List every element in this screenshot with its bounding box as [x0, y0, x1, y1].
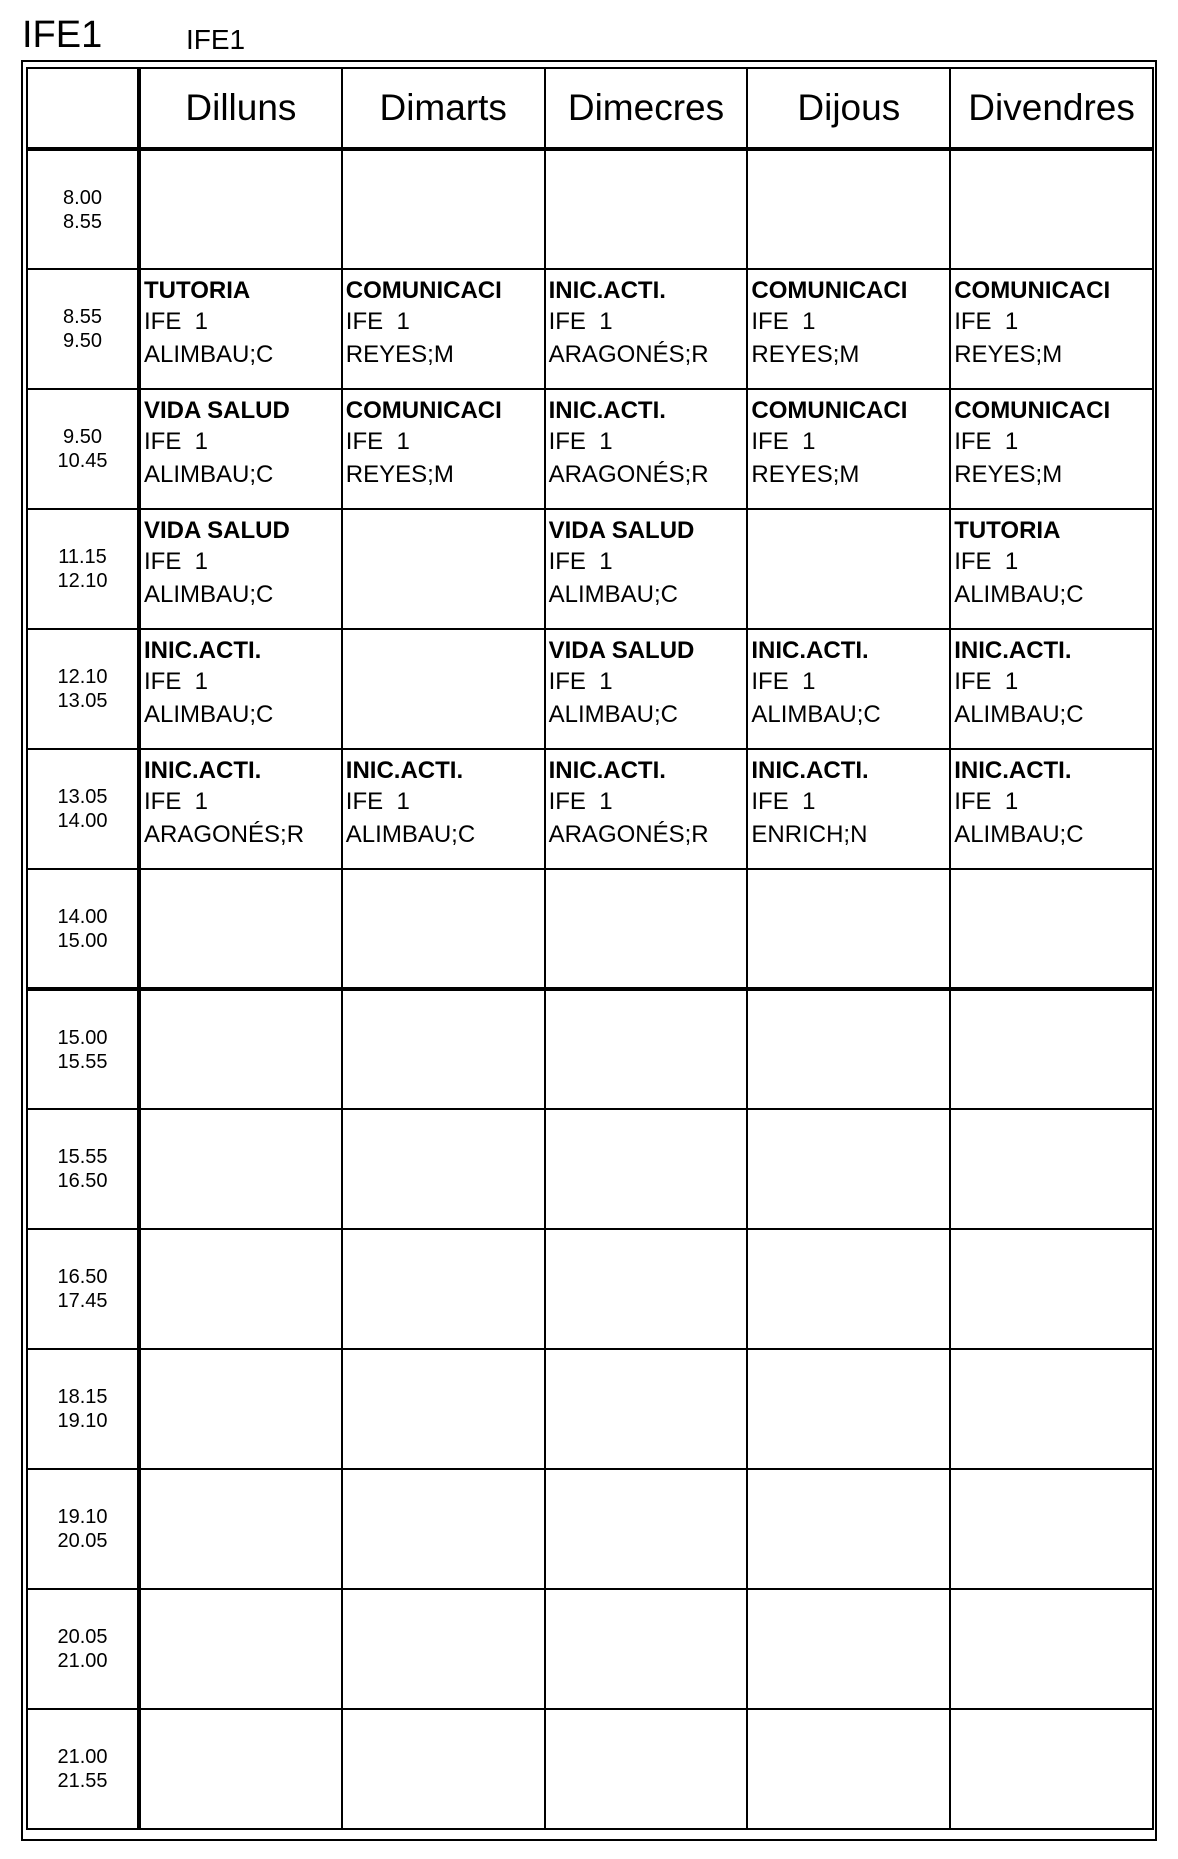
- day-header: Divendres: [950, 68, 1153, 149]
- empty-cell: [342, 1469, 545, 1589]
- class-cell: [950, 389, 1153, 509]
- subject-name: COMUNICACI: [345, 277, 502, 304]
- group-label: IFE 1: [751, 308, 816, 335]
- group-label: IFE 1: [144, 788, 209, 815]
- subject-name: COMUNICACI: [954, 397, 1111, 424]
- time-slot-row: [27, 389, 1153, 509]
- time-cell: [27, 149, 139, 269]
- group-label: IFE 1: [345, 308, 410, 335]
- group-label: IFE 1: [954, 788, 1019, 815]
- time-slot-row: [27, 269, 1153, 389]
- empty-cell: [545, 149, 748, 269]
- time-slot-row: [27, 149, 1153, 269]
- empty-cell: [342, 1349, 545, 1469]
- empty-cell: [139, 149, 342, 269]
- day-header: Dijous: [747, 68, 950, 149]
- empty-cell: [747, 1349, 950, 1469]
- empty-cell: [139, 1109, 342, 1229]
- group-label: IFE 1: [954, 308, 1019, 335]
- empty-cell: [545, 1109, 748, 1229]
- slot-start-time: 12.10: [57, 666, 108, 688]
- slot-end-time: 9.50: [63, 330, 102, 352]
- empty-cell: [747, 1229, 950, 1349]
- slot-start-time: 20.05: [57, 1626, 108, 1648]
- teacher-name: ALIMBAU;C: [144, 581, 274, 608]
- empty-cell: [545, 1709, 748, 1829]
- slot-start-time: 8.00: [63, 186, 102, 209]
- empty-cell: [342, 869, 545, 989]
- class-cell: [342, 749, 545, 869]
- group-label: IFE 1: [144, 308, 209, 335]
- empty-cell: [950, 1229, 1153, 1349]
- slot-end-time: 19.10: [57, 1410, 108, 1432]
- teacher-name: ALIMBAU;C: [954, 701, 1084, 728]
- class-cell: [139, 509, 342, 629]
- teacher-name: ALIMBAU;C: [548, 701, 678, 728]
- corner-cell: [27, 68, 139, 149]
- empty-cell: [950, 1589, 1153, 1709]
- empty-cell: [545, 1229, 748, 1349]
- class-cell: [950, 509, 1153, 629]
- teacher-name: ENRICH;N: [751, 821, 868, 848]
- time-cell: [27, 1709, 139, 1829]
- slot-end-time: 8.55: [63, 210, 102, 233]
- teacher-name: ARAGONÉS;R: [548, 461, 709, 488]
- empty-cell: [139, 1229, 342, 1349]
- slot-end-time: 13.05: [57, 690, 108, 712]
- empty-cell: [950, 989, 1153, 1109]
- empty-cell: [342, 149, 545, 269]
- slot-end-time: 14.00: [57, 810, 108, 832]
- class-cell: [950, 269, 1153, 389]
- subject-name: INIC.ACTI.: [954, 757, 1072, 784]
- time-slot-row: [27, 1589, 1153, 1709]
- slot-start-time: 16.50: [57, 1266, 108, 1288]
- time-cell: [27, 269, 139, 389]
- empty-cell: [545, 1589, 748, 1709]
- class-cell: [747, 749, 950, 869]
- empty-cell: [545, 989, 748, 1109]
- empty-cell: [139, 1709, 342, 1829]
- subject-name: INIC.ACTI.: [548, 397, 666, 424]
- teacher-name: ALIMBAU;C: [548, 581, 678, 608]
- class-cell: [545, 389, 748, 509]
- time-cell: [27, 1589, 139, 1709]
- slot-end-time: 17.45: [57, 1290, 108, 1312]
- time-slot-row: [27, 1229, 1153, 1349]
- empty-cell: [747, 509, 950, 629]
- empty-cell: [342, 989, 545, 1109]
- empty-cell: [747, 989, 950, 1109]
- teacher-name: ARAGONÉS;R: [144, 821, 305, 848]
- timetable: [26, 67, 1154, 1830]
- class-cell: [747, 389, 950, 509]
- time-slot-row: [27, 1109, 1153, 1229]
- slot-start-time: 8.55: [63, 306, 102, 328]
- slot-start-time: 13.05: [57, 786, 108, 808]
- subject-name: TUTORIA: [954, 517, 1061, 544]
- group-label: IFE 1: [548, 428, 613, 455]
- subject-name: VIDA SALUD: [548, 517, 695, 544]
- time-slot-row: [27, 869, 1153, 989]
- time-cell: [27, 509, 139, 629]
- empty-cell: [545, 1349, 748, 1469]
- time-slot-row: [27, 989, 1153, 1109]
- class-cell: [545, 509, 748, 629]
- subject-name: INIC.ACTI.: [954, 637, 1072, 664]
- teacher-name: ALIMBAU;C: [144, 341, 274, 368]
- slot-end-time: 15.55: [57, 1050, 108, 1073]
- teacher-name: ALIMBAU;C: [954, 821, 1084, 848]
- page-title: IFE1: [22, 14, 103, 56]
- empty-cell: [342, 509, 545, 629]
- empty-cell: [545, 1469, 748, 1589]
- group-label: IFE 1: [954, 428, 1019, 455]
- teacher-name: REYES;M: [345, 461, 454, 488]
- subject-name: INIC.ACTI.: [751, 637, 869, 664]
- class-cell: [139, 749, 342, 869]
- slot-start-time: 19.10: [57, 1506, 108, 1528]
- empty-cell: [950, 1709, 1153, 1829]
- time-cell: [27, 989, 139, 1109]
- class-cell: [139, 389, 342, 509]
- class-cell: [545, 629, 748, 749]
- teacher-name: REYES;M: [954, 341, 1063, 368]
- group-label: IFE 1: [144, 668, 209, 695]
- time-slot-row: [27, 1349, 1153, 1469]
- group-label: IFE 1: [548, 668, 613, 695]
- subject-name: VIDA SALUD: [548, 637, 695, 664]
- group-subtitle: IFE1: [186, 24, 246, 55]
- subject-name: COMUNICACI: [954, 277, 1111, 304]
- empty-cell: [342, 1709, 545, 1829]
- slot-start-time: 11.15: [58, 546, 107, 568]
- subject-name: INIC.ACTI.: [548, 757, 666, 784]
- empty-cell: [139, 1589, 342, 1709]
- teacher-name: REYES;M: [751, 341, 860, 368]
- subject-name: VIDA SALUD: [144, 517, 290, 544]
- class-cell: [545, 749, 748, 869]
- group-label: IFE 1: [954, 548, 1019, 575]
- empty-cell: [139, 1469, 342, 1589]
- group-label: IFE 1: [548, 548, 613, 575]
- teacher-name: ALIMBAU;C: [144, 461, 274, 488]
- time-slot-row: [27, 509, 1153, 629]
- subject-name: INIC.ACTI.: [751, 757, 869, 784]
- subject-name: COMUNICACI: [751, 277, 908, 304]
- subject-name: INIC.ACTI.: [144, 757, 262, 784]
- day-header: Dilluns: [139, 68, 342, 149]
- group-label: IFE 1: [548, 308, 613, 335]
- teacher-name: REYES;M: [751, 461, 860, 488]
- time-cell: [27, 749, 139, 869]
- time-cell: [27, 869, 139, 989]
- class-cell: [950, 629, 1153, 749]
- time-slot-row: [27, 629, 1153, 749]
- empty-cell: [342, 1229, 545, 1349]
- slot-end-time: 12.10: [57, 570, 108, 592]
- empty-cell: [950, 1469, 1153, 1589]
- time-cell: [27, 1109, 139, 1229]
- teacher-name: ALIMBAU;C: [751, 701, 881, 728]
- group-label: IFE 1: [751, 428, 816, 455]
- empty-cell: [139, 1349, 342, 1469]
- class-cell: [545, 269, 748, 389]
- slot-end-time: 16.50: [57, 1170, 108, 1192]
- group-label: IFE 1: [548, 788, 613, 815]
- day-header: Dimecres: [545, 68, 748, 149]
- slot-end-time: 10.45: [57, 450, 108, 472]
- teacher-name: ALIMBAU;C: [144, 701, 274, 728]
- time-cell: [27, 389, 139, 509]
- empty-cell: [747, 1589, 950, 1709]
- time-cell: [27, 1349, 139, 1469]
- empty-cell: [747, 869, 950, 989]
- empty-cell: [747, 1109, 950, 1229]
- empty-cell: [950, 1349, 1153, 1469]
- slot-start-time: 14.00: [57, 905, 108, 928]
- time-slot-row: [27, 749, 1153, 869]
- slot-start-time: 9.50: [63, 426, 102, 448]
- empty-cell: [139, 989, 342, 1109]
- class-cell: [747, 269, 950, 389]
- empty-cell: [950, 869, 1153, 989]
- empty-cell: [950, 149, 1153, 269]
- empty-cell: [747, 149, 950, 269]
- class-cell: [342, 269, 545, 389]
- slot-end-time: 21.55: [57, 1770, 108, 1792]
- class-cell: [139, 629, 342, 749]
- subject-name: INIC.ACTI.: [345, 757, 464, 784]
- time-slot-row: [27, 1709, 1153, 1829]
- empty-cell: [747, 1469, 950, 1589]
- slot-end-time: 21.00: [57, 1650, 108, 1672]
- subject-name: VIDA SALUD: [144, 397, 290, 424]
- teacher-name: ALIMBAU;C: [345, 821, 476, 848]
- group-label: IFE 1: [345, 788, 410, 815]
- empty-cell: [342, 1109, 545, 1229]
- group-label: IFE 1: [345, 428, 410, 455]
- header-row: [27, 68, 1153, 149]
- subject-name: COMUNICACI: [345, 397, 502, 424]
- group-label: IFE 1: [751, 668, 816, 695]
- subject-name: COMUNICACI: [751, 397, 908, 424]
- day-header: Dimarts: [342, 68, 545, 149]
- teacher-name: REYES;M: [345, 341, 454, 368]
- slot-end-time: 15.00: [57, 929, 108, 952]
- time-slot-row: [27, 1469, 1153, 1589]
- slot-end-time: 20.05: [57, 1530, 108, 1552]
- teacher-name: ARAGONÉS;R: [548, 821, 709, 848]
- empty-cell: [342, 1589, 545, 1709]
- class-cell: [747, 629, 950, 749]
- subject-name: TUTORIA: [144, 277, 251, 304]
- class-cell: [139, 269, 342, 389]
- class-cell: [342, 389, 545, 509]
- subject-name: INIC.ACTI.: [144, 637, 262, 664]
- class-cell: [950, 749, 1153, 869]
- teacher-name: ALIMBAU;C: [954, 581, 1084, 608]
- empty-cell: [747, 1709, 950, 1829]
- slot-start-time: 21.00: [57, 1746, 108, 1768]
- slot-start-time: 15.55: [57, 1146, 108, 1168]
- empty-cell: [950, 1109, 1153, 1229]
- empty-cell: [545, 869, 748, 989]
- slot-start-time: 18.15: [57, 1386, 108, 1408]
- teacher-name: REYES;M: [954, 461, 1063, 488]
- empty-cell: [342, 629, 545, 749]
- group-label: IFE 1: [144, 428, 209, 455]
- group-label: IFE 1: [144, 548, 209, 575]
- subject-name: INIC.ACTI.: [548, 277, 666, 304]
- time-cell: [27, 1229, 139, 1349]
- time-cell: [27, 1469, 139, 1589]
- slot-start-time: 15.00: [57, 1026, 108, 1049]
- group-label: IFE 1: [954, 668, 1019, 695]
- teacher-name: ARAGONÉS;R: [548, 341, 709, 368]
- group-label: IFE 1: [751, 788, 816, 815]
- empty-cell: [139, 869, 342, 989]
- time-cell: [27, 629, 139, 749]
